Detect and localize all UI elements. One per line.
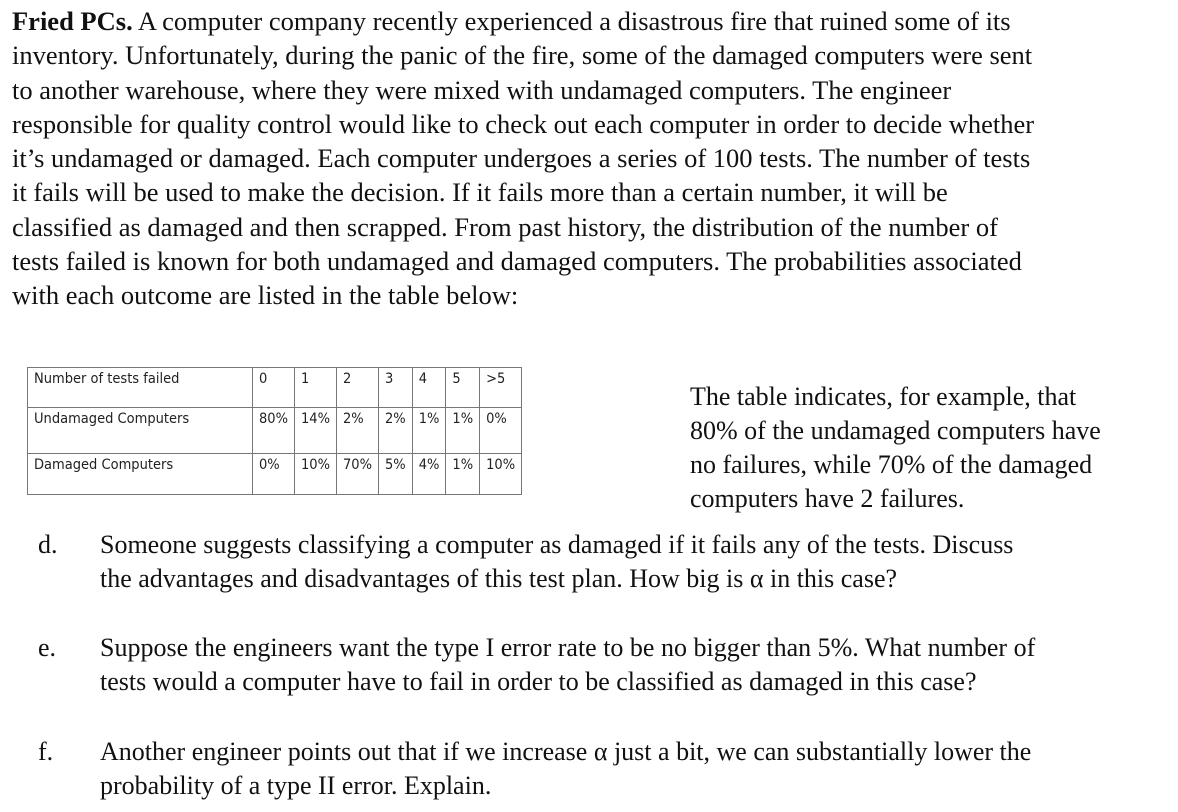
row-label: Number of tests failed — [28, 368, 253, 408]
question-label: e. — [38, 633, 57, 662]
table-explanation — [690, 380, 1101, 516]
intro-line: it fails will be used to make the decision. If it fails more than a certain number, it will be — [12, 177, 948, 208]
note-line: 80% of the undamaged computers have — [690, 416, 1101, 445]
table-cell: 4% — [412, 454, 446, 495]
table-cell: >5 — [480, 368, 522, 408]
table-header-row — [28, 368, 522, 408]
table-cell: 0% — [253, 454, 295, 495]
table-cell: 2 — [337, 368, 379, 408]
question-line: the advantages and disadvantages of this test plan. How big is α in this case? — [100, 564, 898, 593]
question-line: Someone suggests classifying a computer as damaged if it fails any of the tests. Discuss — [100, 530, 1014, 559]
table-cell: 2% — [379, 408, 413, 454]
question-line: Suppose the engineers want the type I error rate to be no bigger than 5%. What number of — [100, 633, 1036, 662]
table-cell: 1% — [412, 408, 446, 454]
table-row — [28, 454, 522, 495]
intro-line: with each outcome are listed in the table below: — [12, 280, 519, 311]
table-cell: 2% — [337, 408, 379, 454]
table-cell: 3 — [379, 368, 413, 408]
question-line: tests would a computer have to fail in order to be classified as damaged in this case? — [100, 667, 977, 696]
intro-line: tests failed is known for both undamaged and damaged computers. The probabilities associated — [12, 246, 1022, 277]
row-label: Damaged Computers — [28, 454, 253, 495]
problem-title: Fried PCs. — [12, 6, 133, 36]
table-cell: 5% — [379, 454, 413, 495]
table-cell: 10% — [295, 454, 337, 495]
intro-paragraph — [12, 4, 1034, 313]
table-row — [28, 408, 522, 454]
intro-line: to another warehouse, where they were mixed with undamaged computers. The engineer — [12, 74, 952, 105]
question-line: probability of a type II error. Explain. — [100, 771, 492, 800]
intro-line: responsible for quality control would like to check out each computer in order to decide whether — [12, 108, 1035, 139]
question-label: d. — [38, 530, 58, 559]
table-cell: 70% — [337, 454, 379, 495]
intro-line: inventory. Unfortunately, during the panic of the fire, some of the damaged computers were sent — [12, 40, 1033, 71]
intro-line: Fried PCs. A computer company recently experienced a disastrous fire that ruined some of its — [12, 6, 1011, 36]
table-cell: 1 — [295, 368, 337, 408]
table-cell: 14% — [295, 408, 337, 454]
intro-line: it’s undamaged or damaged. Each computer undergoes a series of 100 tests. The number of tests — [12, 143, 1031, 174]
note-line: The table indicates, for example, that — [690, 382, 1077, 411]
note-line: no failures, while 70% of the damaged — [690, 450, 1093, 479]
table-cell: 4 — [412, 368, 446, 408]
intro-line: classified as damaged and then scrapped. From past history, the distribution of the number of — [12, 211, 998, 242]
note-line: computers have 2 failures. — [690, 484, 965, 513]
question-line: Another engineer points out that if we increase α just a bit, we can substantially lower the — [100, 737, 1032, 766]
question-label: f. — [38, 737, 54, 766]
table-cell: 1% — [446, 408, 480, 454]
table-cell: 5 — [446, 368, 480, 408]
table-cell: 1% — [446, 454, 480, 495]
table-cell: 10% — [480, 454, 522, 495]
table-cell: 0 — [253, 368, 295, 408]
table-cell: 0% — [480, 408, 522, 454]
row-label: Undamaged Computers — [28, 408, 253, 454]
probability-table — [27, 367, 522, 495]
table-cell: 80% — [253, 408, 295, 454]
